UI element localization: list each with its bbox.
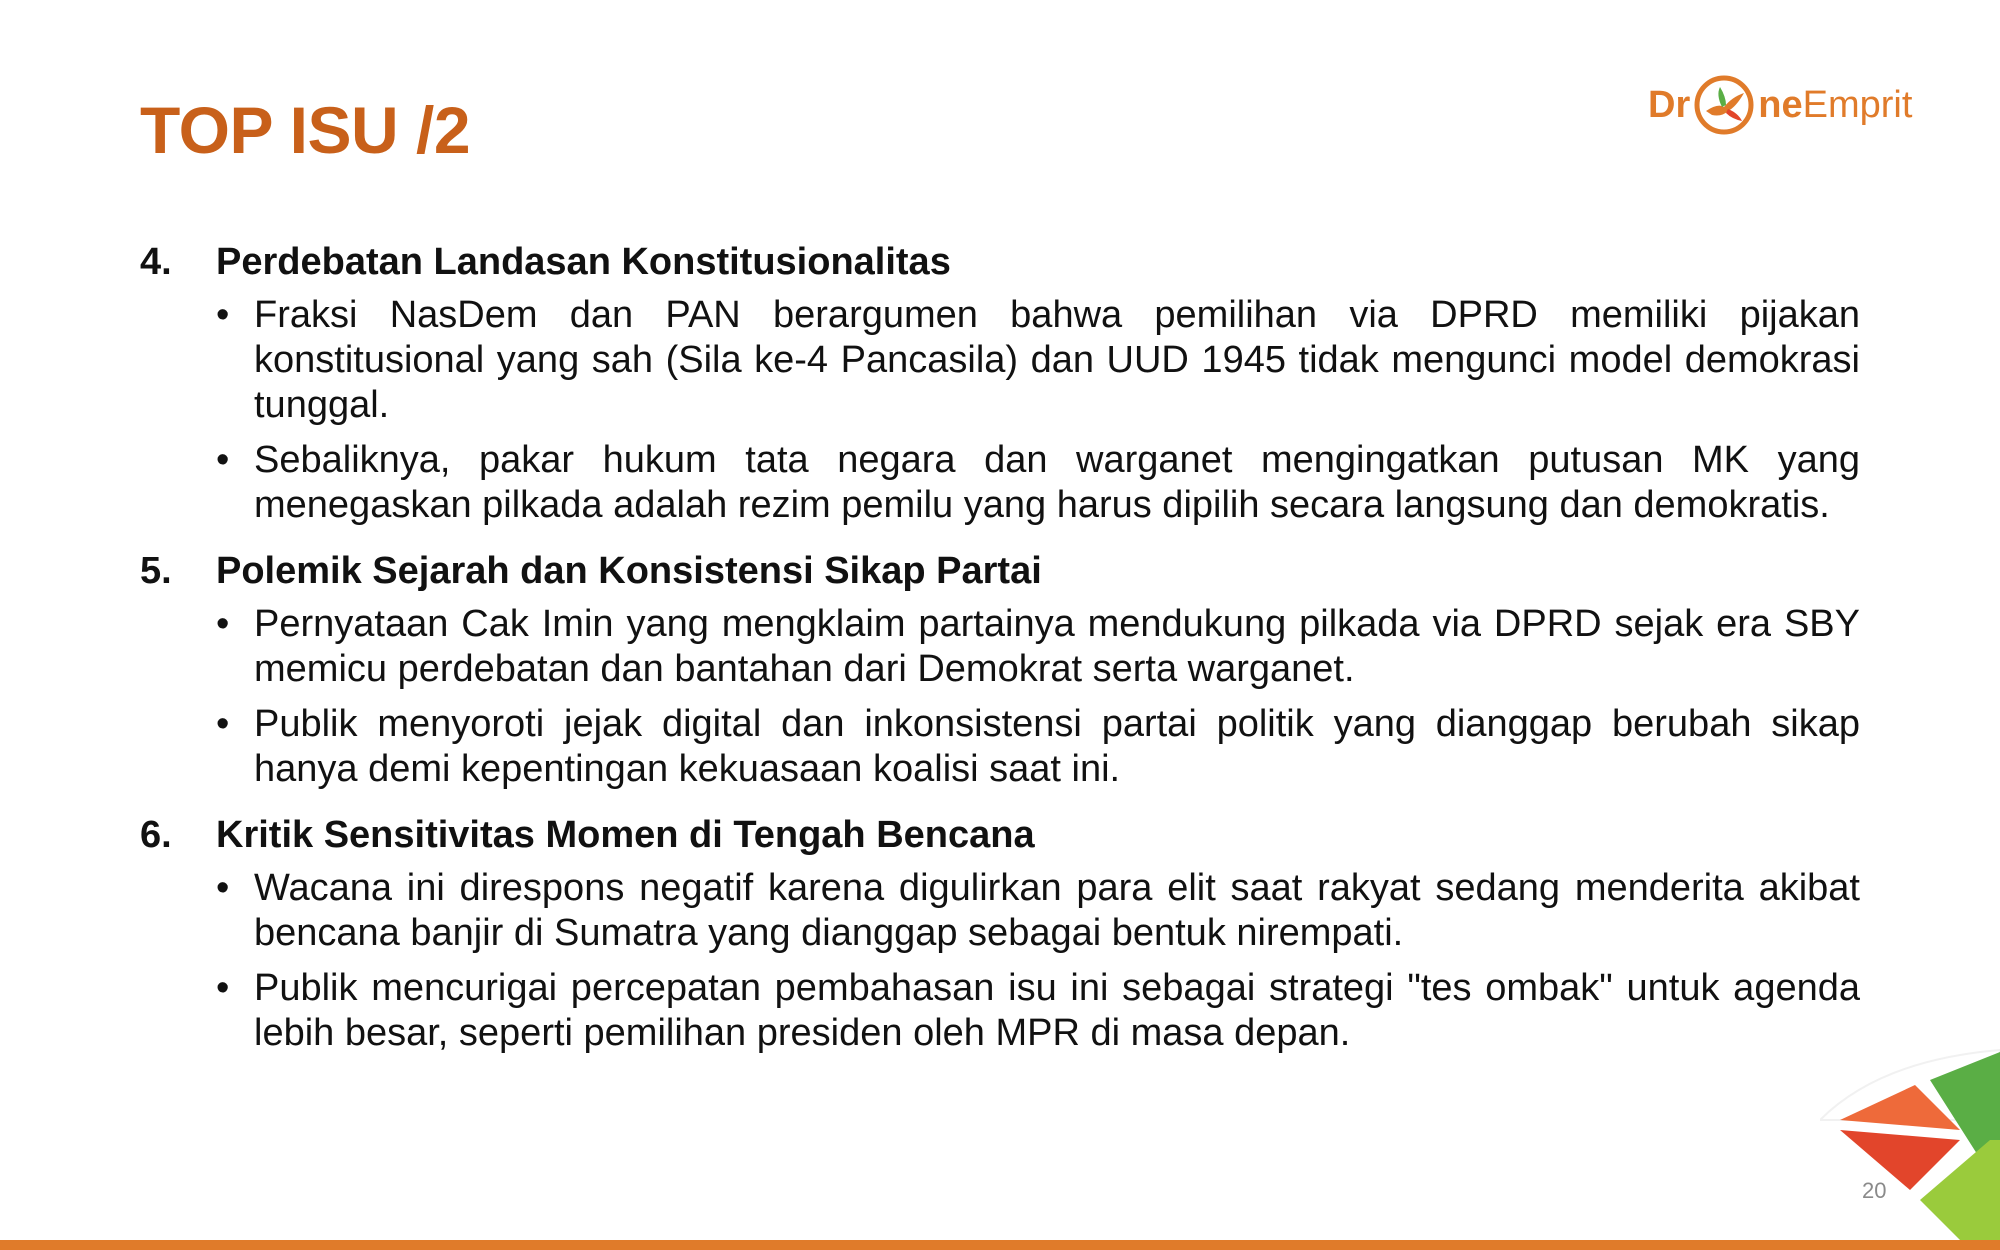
bullet-item <box>216 602 1860 692</box>
bullet-item <box>216 438 1860 528</box>
slide-title: TOP ISU /2 <box>140 93 471 167</box>
issue-heading-row <box>140 544 1860 598</box>
bullet-dot: • <box>216 867 230 909</box>
issue-heading: Perdebatan Landasan Konstitusionalitas <box>216 241 951 283</box>
drone-emprit-logo <box>1648 70 1912 140</box>
bullet-item <box>216 966 1860 1056</box>
bullet-item <box>216 293 1860 428</box>
page-number: 20 <box>1862 1178 1887 1203</box>
bullet-item <box>216 702 1860 792</box>
logo-text-it: it <box>1893 84 1913 126</box>
bullet-text: Pernyataan Cak Imin yang mengklaim partainya mendukung pilkada via DPRD sejak era SBY memicu perdebatan dan bantahan dari Demokrat serta warganet. <box>254 603 1860 690</box>
bullet-text: Wacana ini direspons negatif karena digulirkan para elit saat rakyat sedang menderita akibat bencana banjir di Sumatra yang dianggap sebagai bentuk nirempati. <box>254 867 1860 954</box>
bullet-text: Sebaliknya, pakar hukum tata negara dan warganet mengingatkan putusan MK yang menegaskan pilkada adalah rezim pemilu yang harus dipilih secara langsung dan demokratis. <box>254 439 1860 526</box>
issue-list <box>140 235 1860 1072</box>
logo-text-ne: ne <box>1758 84 1803 126</box>
issue-heading: Kritik Sensitivitas Momen di Tengah Bencana <box>216 814 1035 856</box>
issue-item-4 <box>140 235 1860 528</box>
bullet-dot: • <box>216 603 230 645</box>
issue-heading-row <box>140 235 1860 289</box>
bullet-list <box>216 866 1860 1056</box>
issue-number: 5. <box>140 550 172 592</box>
issue-heading-row <box>140 808 1860 862</box>
issue-item-5 <box>140 544 1860 792</box>
bullet-dot: • <box>216 294 230 336</box>
issue-heading: Polemik Sejarah dan Konsistensi Sikap Partai <box>216 550 1042 592</box>
bullet-item <box>216 866 1860 956</box>
issue-number: 6. <box>140 814 172 856</box>
logo-text-dr: Dr <box>1648 84 1691 126</box>
bullet-dot: • <box>216 967 230 1009</box>
issue-item-6 <box>140 808 1860 1056</box>
bullet-text: Fraksi NasDem dan PAN berargumen bahwa pemilihan via DPRD memiliki pijakan konstitusional yang sah (Sila ke-4 Pancasila) dan UUD 1945 tidak mengunci model demokrasi tunggal. <box>254 294 1860 426</box>
bullet-dot: • <box>216 703 230 745</box>
bullet-text: Publik menyoroti jejak digital dan inkonsistensi partai politik yang dianggap berubah sikap hanya demi kepentingan kekuasaan koalisi saat ini. <box>254 703 1860 790</box>
bullet-text: Publik mencurigai percepatan pembahasan isu ini sebagai strategi "tes ombak" untuk agenda lebih besar, seperti pemilihan presiden oleh MPR di masa depan. <box>254 967 1860 1054</box>
bottom-accent-bar <box>0 1240 2000 1250</box>
issue-number: 4. <box>140 241 172 283</box>
bullet-list <box>216 602 1860 792</box>
corner-decoration <box>1820 1040 2000 1250</box>
bullet-list <box>216 293 1860 528</box>
bullet-dot: • <box>216 439 230 481</box>
drone-bird-icon <box>1692 73 1756 137</box>
logo-text-empr: Empr <box>1802 84 1894 126</box>
